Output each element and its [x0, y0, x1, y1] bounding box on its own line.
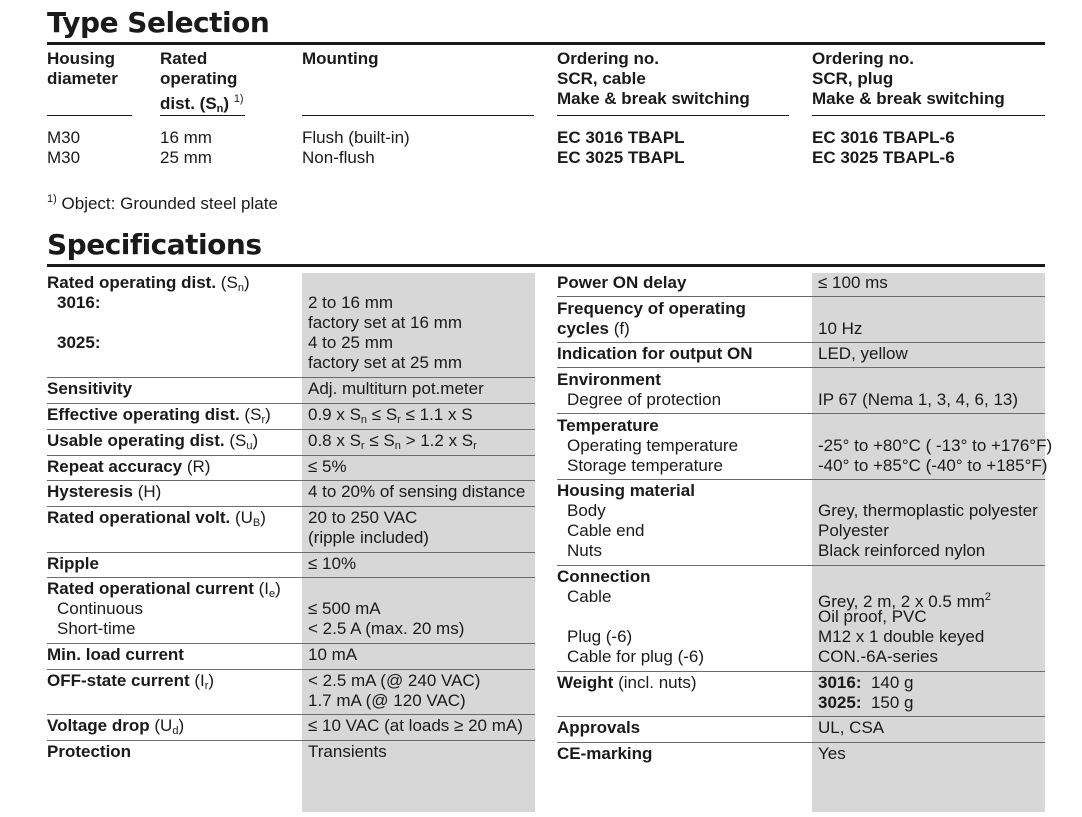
spec-short-time-value: < 2.5 A (max. 20 ms): [308, 619, 465, 638]
spec-continuous-value: ≤ 500 mA: [308, 599, 381, 618]
spec-degree-protection-label: Degree of protection: [567, 390, 722, 409]
type-selection-title: Type Selection: [47, 6, 270, 39]
header-rated-operating-dist: Rated operating dist. $(S_n)$ $^{1)}$: [160, 49, 244, 115]
spec-ripple-label: Ripple: [47, 554, 99, 573]
spec-cable-label: Cable: [567, 587, 612, 606]
spec-nuts-label: Nuts: [567, 541, 602, 560]
spec-effective-dist-value: 0.9 x $S_n \le S_r \le 1.1$ x S: [308, 405, 473, 426]
spec-cable-for-plug-value: CON.-6A-series: [818, 647, 938, 666]
spec-protection-value: Transients: [308, 742, 387, 761]
cell-mounting: Flush (built-in): [302, 128, 410, 147]
spec-ce-marking-value: Yes: [818, 744, 846, 763]
spec-storage-temp-value: -40° to +85°C (-40° to +185°F): [818, 456, 1048, 475]
header-mounting: Mounting: [302, 49, 379, 68]
spec-cable-end-value: Polyester: [818, 521, 889, 540]
spec-voltage-drop-label: Voltage drop $(U_d)$: [47, 716, 185, 737]
spec-off-state-label: OFF-state current $(I_r)$: [47, 671, 215, 692]
spec-3025-factory: factory set at 25 mm: [308, 353, 462, 372]
spec-3016-range: 2 to 16 mm: [308, 293, 394, 312]
spec-hysteresis-label: Hysteresis (H): [47, 482, 162, 501]
spec-usable-dist-value: 0.8 x $S_r \le S_n > 1.2$ x $S_r$: [308, 431, 477, 452]
spec-effective-dist-label: Effective operating dist. $(S_r)$: [47, 405, 271, 426]
spec-plug-label: Plug (-6): [567, 627, 633, 646]
spec-repeat-accuracy-value: ≤ 5%: [308, 457, 347, 476]
spec-storage-temp-label: Storage temperature: [567, 456, 723, 475]
spec-min-load-value: 10 mA: [308, 645, 358, 664]
header-underline: [47, 115, 132, 116]
spec-usable-dist-label: Usable operating dist. $(S_u)$: [47, 431, 259, 452]
spec-continuous-label: Continuous: [57, 599, 144, 618]
spec-voltage-drop-value: ≤ 10 VAC (at loads ≥ 20 mA): [308, 716, 523, 735]
spec-power-on-delay-label: Power ON delay: [557, 273, 687, 292]
spec-ce-marking-label: CE-marking: [557, 744, 653, 763]
row-divider: [47, 577, 535, 578]
cell-distance: 16 mm: [160, 128, 212, 147]
spec-degree-protection-value: IP 67 (Nema 1, 3, 4, 6, 13): [818, 390, 1019, 409]
row-divider: [47, 506, 535, 507]
spec-operational-volt-value: 20 to 250 VAC: [308, 508, 418, 527]
header-underline: [160, 115, 245, 116]
spec-frequency-value: 10 Hz: [818, 319, 863, 338]
spec-min-load-label: Min. load current: [47, 645, 184, 664]
row-divider: [47, 643, 535, 644]
spec-weight-label: Weight (incl. nuts): [557, 673, 697, 692]
row-divider: [557, 296, 1045, 297]
cell-distance: 25 mm: [160, 148, 212, 167]
row-divider: [47, 714, 535, 715]
row-divider: [557, 479, 1045, 480]
spec-cable-end-label: Cable end: [567, 521, 645, 540]
spec-protection-label: Protection: [47, 742, 132, 761]
spec-indication-value: LED, yellow: [818, 344, 908, 363]
spec-repeat-accuracy-label: Repeat accuracy (R): [47, 457, 211, 476]
spec-model-3016: 3016:: [57, 293, 101, 312]
spec-operating-temp-value: -25° to +80°C ( -13° to +176°F): [818, 436, 1053, 455]
row-divider: [557, 716, 1045, 717]
spec-weight-3016: 3016: 140 g: [818, 673, 914, 692]
spec-operational-current-label: Rated operational current $(I_e)$: [47, 579, 281, 600]
header-ordering-cable: Ordering no. SCR, cable Make & break switching: [557, 49, 750, 108]
spec-cable-value: Grey, 2 m, 2 x 0.5 $mm^2$: [818, 591, 992, 611]
footnote: $^{1)}$ Object: Grounded steel plate: [47, 193, 278, 213]
spec-off-state-value-120: 1.7 mA (@ 120 VAC): [308, 691, 466, 710]
specifications-title: Specifications: [47, 228, 262, 261]
spec-3016-factory: factory set at 16 mm: [308, 313, 462, 332]
cell-ordering-plug: EC 3016 TBAPL-6: [812, 128, 955, 147]
spec-approvals-value: UL, CSA: [818, 718, 885, 737]
spec-environment-label: Environment: [557, 370, 661, 389]
header-ordering-plug: Ordering no. SCR, plug Make & break switching: [812, 49, 1005, 108]
spec-cable-value-2: Oil proof, PVC: [818, 607, 927, 626]
row-divider: [557, 367, 1045, 368]
spec-model-3025: 3025:: [57, 333, 101, 352]
cell-diameter: M30: [47, 128, 81, 147]
row-divider: [557, 413, 1045, 414]
spec-frequency-label: Frequency of operating: [557, 299, 746, 318]
row-divider: [47, 552, 535, 553]
spec-cable-for-plug-label: Cable for plug (-6): [567, 647, 705, 666]
spec-body-label: Body: [567, 501, 606, 520]
spec-nuts-value: Black reinforced nylon: [818, 541, 986, 560]
spec-3025-range: 4 to 25 mm: [308, 333, 394, 352]
header-underline: [302, 115, 534, 116]
spec-power-on-delay-value: ≤ 100 ms: [818, 273, 888, 292]
header-underline: [557, 115, 789, 116]
cell-diameter: M30: [47, 148, 81, 167]
cell-ordering-cable: EC 3016 TBAPL: [557, 128, 685, 147]
row-divider: [47, 669, 535, 670]
spec-approvals-label: Approvals: [557, 718, 641, 737]
spec-frequency-label-2: cycles (f): [557, 319, 630, 338]
row-divider: [47, 480, 535, 481]
spec-plug-value: M12 x 1 double keyed: [818, 627, 985, 646]
spec-operational-volt-label: Rated operational volt. $(U_B)$: [47, 508, 266, 529]
row-divider: [557, 742, 1045, 743]
spec-housing-material-label: Housing material: [557, 481, 695, 500]
spec-rated-operating-dist-label: Rated operating dist. $(S_n)$: [47, 273, 250, 294]
row-divider: [557, 565, 1045, 566]
spec-operating-temp-label: Operating temperature: [567, 436, 739, 455]
spec-operational-volt-note: (ripple included): [308, 528, 429, 547]
spec-connection-label: Connection: [557, 567, 651, 586]
spec-sensitivity-label: Sensitivity: [47, 379, 133, 398]
spec-short-time-label: Short-time: [57, 619, 136, 638]
row-divider: [557, 342, 1045, 343]
row-divider: [47, 403, 535, 404]
cell-ordering-cable: EC 3025 TBAPL: [557, 148, 685, 167]
cell-mounting: Non-flush: [302, 148, 375, 167]
row-divider: [47, 377, 535, 378]
row-divider: [557, 671, 1045, 672]
spec-ripple-value: ≤ 10%: [308, 554, 357, 573]
spec-weight-3025: 3025: 150 g: [818, 693, 914, 712]
header-housing-diameter: Housing diameter: [47, 49, 118, 88]
cell-ordering-plug: EC 3025 TBAPL-6: [812, 148, 955, 167]
spec-off-state-value-240: < 2.5 mA (@ 240 VAC): [308, 671, 481, 690]
spec-hysteresis-value: 4 to 20% of sensing distance: [308, 482, 526, 501]
spec-body-value: Grey, thermoplastic polyester: [818, 501, 1038, 520]
spec-sensitivity-value: Adj. multiturn pot.meter: [308, 379, 484, 398]
spec-indication-label: Indication for output ON: [557, 344, 753, 363]
header-underline: [812, 115, 1045, 116]
type-selection-top-rule: [47, 42, 1045, 45]
spec-temperature-label: Temperature: [557, 416, 659, 435]
specifications-top-rule: [47, 264, 1045, 267]
